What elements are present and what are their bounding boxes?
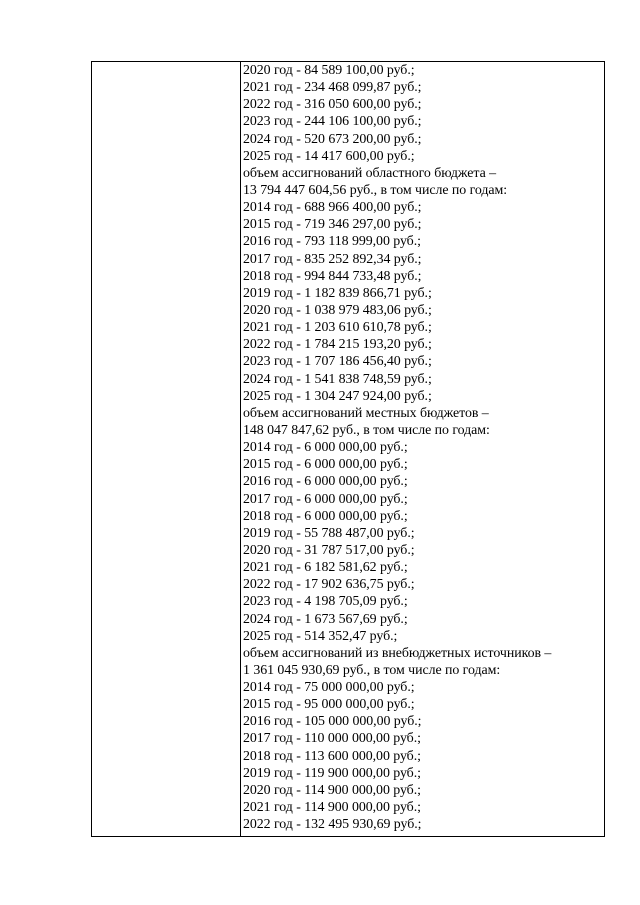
funding-line: 2025 год - 14 417 600,00 руб.; [243,148,415,164]
funding-line: 2021 год - 234 468 099,87 руб.; [243,80,422,96]
funding-line: 2014 год - 6 000 000,00 руб.; [243,440,408,456]
funding-line: 2023 год - 4 198 705,09 руб.; [243,594,408,610]
funding-line: 2020 год - 114 900 000,00 руб.; [243,782,421,798]
funding-line: 2017 год - 835 252 892,34 руб.; [243,251,422,267]
table-right-cell [241,62,604,836]
funding-line: 148 047 847,62 руб., в том числе по годам: [243,422,490,438]
funding-line: 2017 год - 110 000 000,00 руб.; [243,731,421,747]
funding-line: 2016 год - 105 000 000,00 руб.; [243,714,422,730]
funding-line: 2020 год - 1 038 979 483,06 руб.; [243,302,432,318]
funding-line: 2015 год - 6 000 000,00 руб.; [243,457,408,473]
funding-line: объем ассигнований из внебюджетных источников – [243,645,552,661]
funding-line: объем ассигнований областного бюджета – [243,165,497,181]
funding-line: 2023 год - 244 106 100,00 руб.; [243,114,422,130]
funding-line: 2022 год - 1 784 215 193,20 руб.; [243,337,432,353]
funding-line: 2022 год - 132 495 930,69 руб.; [243,817,422,833]
funding-line: 2018 год - 6 000 000,00 руб.; [243,508,408,524]
funding-line: 2014 год - 688 966 400,00 руб.; [243,200,422,216]
funding-line: 2023 год - 1 707 186 456,40 руб.; [243,354,432,370]
funding-line: 2024 год - 520 673 200,00 руб.; [243,131,422,147]
funding-line: 2019 год - 1 182 839 866,71 руб.; [243,285,432,301]
funding-line: 2021 год - 6 182 581,62 руб.; [243,560,408,576]
funding-line: 2018 год - 113 600 000,00 руб.; [243,748,421,764]
funding-line: 2019 год - 119 900 000,00 руб.; [243,765,421,781]
funding-line: 2015 год - 719 346 297,00 руб.; [243,217,422,233]
funding-line: 2020 год - 31 787 517,00 руб.; [243,542,415,558]
funding-line: 2016 год - 793 118 999,00 руб.; [243,234,421,250]
funding-line: 2021 год - 1 203 610 610,78 руб.; [243,320,432,336]
funding-line: 2022 год - 316 050 600,00 руб.; [243,97,422,113]
funding-lines-list [241,62,604,833]
funding-line: 2019 год - 55 788 487,00 руб.; [243,525,415,541]
funding-line: 2015 год - 95 000 000,00 руб.; [243,697,415,713]
funding-line: 1 361 045 930,69 руб., в том числе по годам: [243,662,501,678]
table-left-cell [92,62,241,836]
funding-line: 2022 год - 17 902 636,75 руб.; [243,577,415,593]
funding-line: 2024 год - 1 673 567,69 руб.; [243,611,408,627]
funding-line: 2017 год - 6 000 000,00 руб.; [243,491,408,507]
budget-table [91,61,605,837]
funding-line: 2016 год - 6 000 000,00 руб.; [243,474,408,490]
funding-line: 2025 год - 1 304 247 924,00 руб.; [243,388,432,404]
funding-line: 2024 год - 1 541 838 748,59 руб.; [243,371,432,387]
funding-line: 2021 год - 114 900 000,00 руб.; [243,800,421,816]
funding-line: 2025 год - 514 352,47 руб.; [243,628,398,644]
funding-line: 2014 год - 75 000 000,00 руб.; [243,680,415,696]
funding-line: 2018 год - 994 844 733,48 руб.; [243,268,422,284]
funding-line: объем ассигнований местных бюджетов – [243,405,489,421]
funding-line: 2020 год - 84 589 100,00 руб.; [243,63,415,78]
funding-line: 13 794 447 604,56 руб., в том числе по годам: [243,182,508,198]
